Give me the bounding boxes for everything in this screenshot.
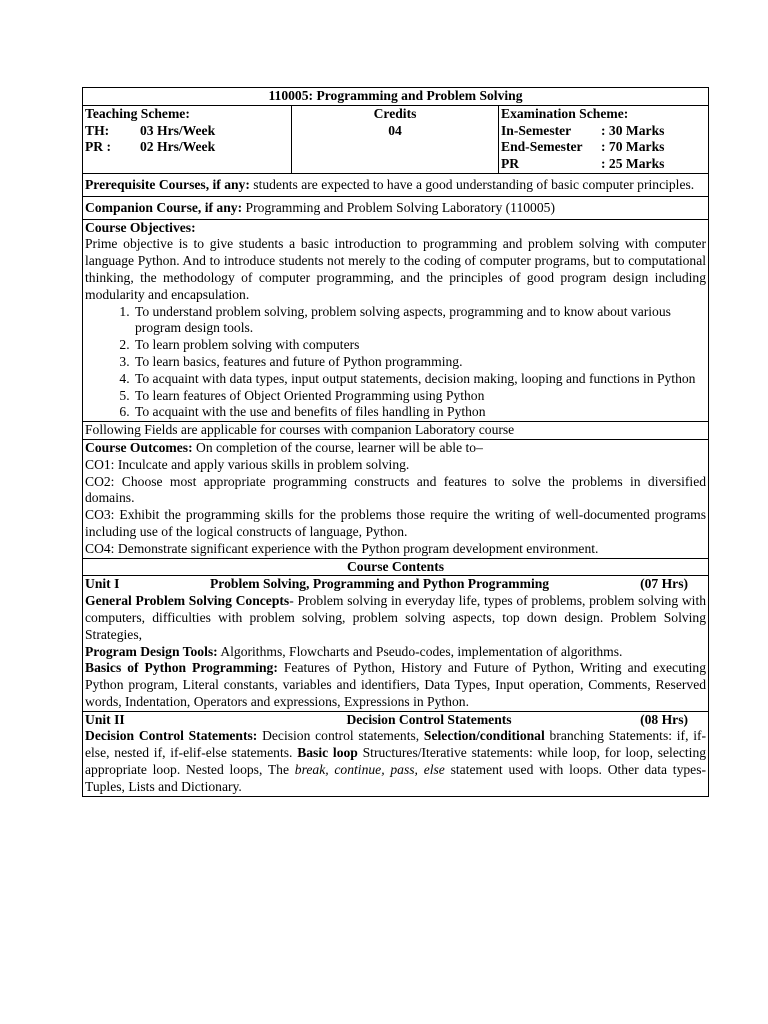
credits-value: 04 [388,122,402,138]
unit2-row [83,711,709,796]
objective-item: 6. To acquaint with the use and benefits of files handling in Python [133,404,706,421]
unit1-title: Problem Solving, Programming and Python Programming [210,576,550,592]
outcomes-label: Course Outcomes: [85,439,193,455]
companion-row [83,196,709,219]
unit1-p1-text: - Problem solving in everyday life, types of problems, problem solving with computers, difficulties with problem solving, problem solving aspects, top down design. Problem Solving Strategies, [85,593,707,642]
contents-heading: Course Contents [83,558,709,576]
teaching-pr-label: PR : [85,139,112,155]
exam-insem-label: In-Semester [501,122,572,138]
objectives-heading: Course Objectives: [85,219,196,235]
exam-insem-value: : 30 Marks [601,122,665,138]
outcomes-row [83,439,709,558]
title-row [83,88,709,106]
exam-pr-label: PR [501,156,520,172]
unit2-body [85,728,706,795]
objective-item: 3. To learn basics, features and future of Python programming. [133,354,706,371]
objectives-list [85,304,706,422]
unit2-header [85,712,706,729]
prerequisite-text: students are expected to have a good understanding of basic computer principles. [249,176,695,192]
objectives-row [83,219,709,422]
prerequisite-cell [83,173,709,196]
unit1-number: Unit I [85,576,120,592]
unit1-p3-text: Features of Python, History and Future of Python, Writing and executing Python program, Literal constants, variables and identifiers, Data Types, Input operation, Comments, Reserved words, Indentation, Operators and expressions, Expressions in Python. [85,660,707,709]
unit2-s1-label: Decision Control Statements: [85,728,258,744]
unit2-hours: (08 Hrs) [640,711,689,727]
contents-heading-row [83,558,709,576]
unit1-p1-label: General Problem Solving Concepts [85,593,290,609]
unit1-row [83,576,709,711]
syllabus-table [82,87,709,797]
objectives-intro: Prime objective is to give students a basic introduction to programming and problem solving with computer language Python. And to introduce students not merely to the coding of computer programs, but to computational thinking, the methodology of computer programming, and the principles of good program design including modularity and encapsulation. [85,236,707,302]
unit2-s2-text: branching Statements: if, if-else, nested if, if-elif-else statements. [85,728,707,761]
unit2-s4-text: statement used with loops. Other data types- Tuples, Lists and Dictionary. [85,762,707,794]
objectives-cell [83,219,709,422]
following-fields-row [83,422,709,440]
course-title: 110005: Programming and Problem Solving [83,88,709,106]
unit1-p3-label: Basics of Python Programming: [85,660,278,676]
unit2-s2-label: Selection/conditional [423,728,545,744]
unit1-para-python-basics [85,660,706,710]
exam-pr [501,156,706,173]
teaching-th [85,123,289,140]
exam-insem [501,123,706,140]
exam-pr-value: : 25 Marks [601,156,665,172]
objective-item: 1. To understand problem solving, problem solving aspects, programming and to know about various program design tools. [133,304,706,338]
unit2-s1-text: Decision control statements, [257,728,424,744]
credits-cell [292,105,499,173]
unit1-para-design-tools [85,644,706,661]
teaching-scheme-cell [83,105,292,173]
unit1-para-concepts [85,593,706,643]
teaching-pr [85,139,289,156]
outcome-item: CO4: Demonstrate significant experience with the Python program development environment. [85,540,599,556]
unit2-s4-italic: break, continue, pass, else [294,762,445,778]
unit1-hours: (07 Hrs) [640,576,689,592]
unit1-p2-text: Algorithms, Flowcharts and Pseudo-codes, implementation of algorithms. [217,643,623,659]
exam-endsem-value: : 70 Marks [601,139,665,155]
unit2-number: Unit II [85,711,125,727]
outcome-item: CO3: Exhibit the programming skills for the problems those require the writing of well-documented programs including use of the logical constructs of language, Python. [85,507,707,539]
companion-cell [83,196,709,219]
outcomes-heading [85,440,706,457]
unit1-p2-label: Program Design Tools: [85,643,218,659]
companion-label: Companion Course, if any: [85,199,243,215]
outcomes-intro: On completion of the course, learner will be able to– [192,439,483,455]
exam-endsem [501,139,706,156]
teaching-pr-value: 02 Hrs/Week [140,139,216,155]
unit1-cell [83,576,709,711]
exam-endsem-label: End-Semester [501,139,583,155]
syllabus-page [82,87,708,797]
teaching-scheme-label: Teaching Scheme: [85,105,190,121]
unit2-title: Decision Control Statements [346,711,512,727]
objective-item: 5. To learn features of Object Oriented Programming using Python [133,388,706,405]
outcome-item: CO1: Inculcate and apply various skills in problem solving. [85,456,410,472]
prerequisite-label: Prerequisite Courses, if any: [85,176,250,192]
credits-label: Credits [373,105,417,121]
companion-text: Programming and Problem Solving Laboratory (110005) [242,199,555,215]
teaching-th-value: 03 Hrs/Week [140,122,216,138]
outcome-item: CO2: Choose most appropriate programming constructs and features to solve the problems in diversified domains. [85,473,707,506]
scheme-row [83,105,709,173]
objective-item: 4. To acquaint with data types, input output statements, decision making, looping and functions in Python [133,371,706,388]
objective-item: 2. To learn problem solving with computers [133,337,706,354]
exam-scheme-cell [499,105,709,173]
prerequisite-row [83,173,709,196]
exam-scheme-label: Examination Scheme: [501,105,629,121]
following-fields: Following Fields are applicable for courses with companion Laboratory course [83,422,709,440]
outcomes-cell [83,439,709,558]
unit2-s3-label: Basic loop [297,745,358,761]
unit2-cell [83,711,709,796]
unit1-header [85,576,706,593]
teaching-th-label: TH: [85,122,110,138]
unit2-s3-text: Structures/Iterative statements: while loop, for loop, selecting appropriate loop. Nested loops, The [85,745,707,778]
